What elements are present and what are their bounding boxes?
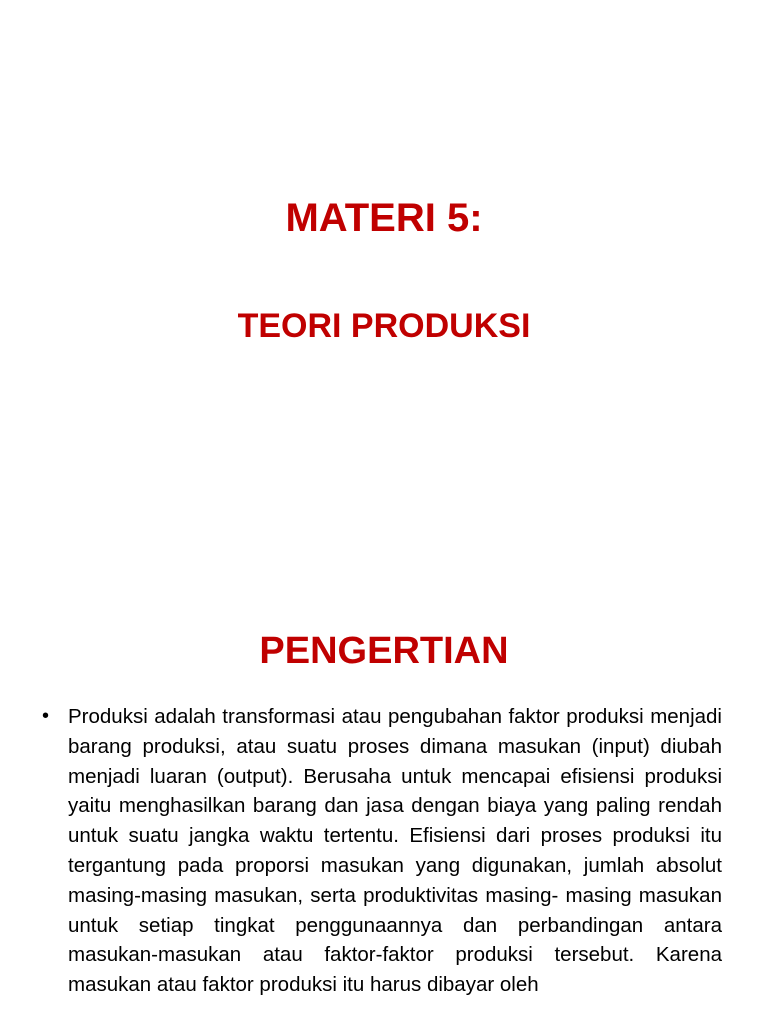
slide-subtitle: TEORI PRODUKSI bbox=[237, 307, 531, 345]
list-item bbox=[42, 702, 722, 1000]
bullet-list bbox=[42, 702, 722, 1000]
definition-paragraph: Produksi adalah transformasi atau pengubahan faktor produksi menjadi barang produksi, atau suatu proses dimana masukan (input) diubah menjadi luaran (output). Berusaha untuk mencapai efisiensi produksi yaitu menghasilkan barang dan jasa dengan biaya yang paling rendah untuk suatu jangka waktu tertentu. Efisiensi dari proses produksi itu tergantung pada proporsi masukan yang digunakan, jumlah absolut masing-masing masukan, serta produktivitas masing- masing masukan untuk setiap tingkat penggunaannya dan perbandingan antara masukan-masukan atau faktor-faktor produksi tersebut. Karena masukan atau faktor produksi itu harus dibayar oleh bbox=[68, 705, 722, 997]
slide-title: MATERI 5: bbox=[285, 196, 483, 240]
section-heading: PENGERTIAN bbox=[259, 630, 509, 672]
bullet-icon: • bbox=[42, 705, 50, 727]
